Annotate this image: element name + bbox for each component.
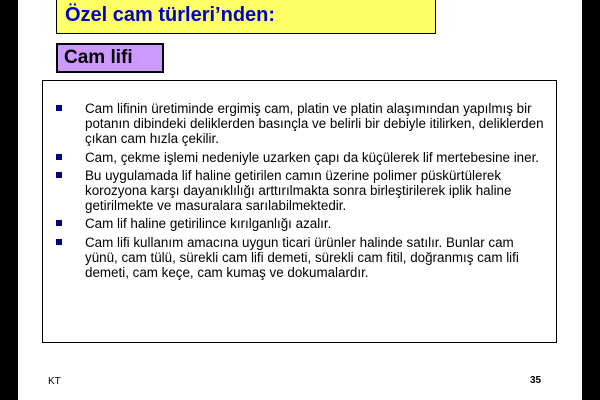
bullet-text: Cam, çekme işlemi nedeniyle uzarken çapı da küçülerek lif mertebesine iner. — [85, 149, 540, 165]
footer-author: KT — [48, 376, 61, 387]
bullet-text: Cam lifinin üretiminde ergimiş cam, platin ve platin alaşımından yapılmış bir potanın dibindeki deliklerden basınçla ve belirli bir debiyle itilirken, deliklerden çıkan cam hızla çekilir. — [85, 101, 544, 147]
bullet-text: Cam lif haline getirilince kırılganlığı azalır. — [85, 216, 332, 232]
bullet-item — [43, 235, 548, 281]
subtitle-banner — [56, 43, 164, 73]
bullet-text: Cam lifi kullanım amacına uygun ticari ürünler halinde satılır. Bunlar cam yünü, cam tülü, sürekli cam lifi demeti, sürekli cam fitil, doğranmış cam lifi demeti, cam keçe, cam kumaş ve dokumalardır. — [85, 234, 519, 281]
bullet-square-icon — [56, 105, 62, 111]
page-number: 35 — [530, 375, 542, 386]
bullet-item — [43, 168, 548, 214]
bullet-square-icon — [56, 220, 62, 226]
content-box — [42, 80, 557, 343]
bullet-square-icon — [56, 154, 62, 160]
bullet-text: Bu uygulamada lif haline getirilen camın üzerine polimer püskürtülerek korozyona karşı dayanıklılığı arttırılmakta sonra birleştirilerek iplik haline getirilmekte ve masuralara sarılabilmektedir. — [85, 167, 512, 214]
bullet-item — [43, 101, 548, 147]
slide-subtitle: Cam lifi — [64, 47, 133, 68]
bullet-item — [43, 216, 548, 231]
title-banner — [56, 0, 436, 34]
slide — [18, 0, 582, 400]
bullet-square-icon — [56, 239, 62, 245]
slide-title: Özel cam türleri’nden: — [65, 4, 276, 26]
bullet-item — [43, 150, 548, 165]
bullet-square-icon — [56, 172, 62, 178]
bullet-list — [43, 101, 548, 280]
